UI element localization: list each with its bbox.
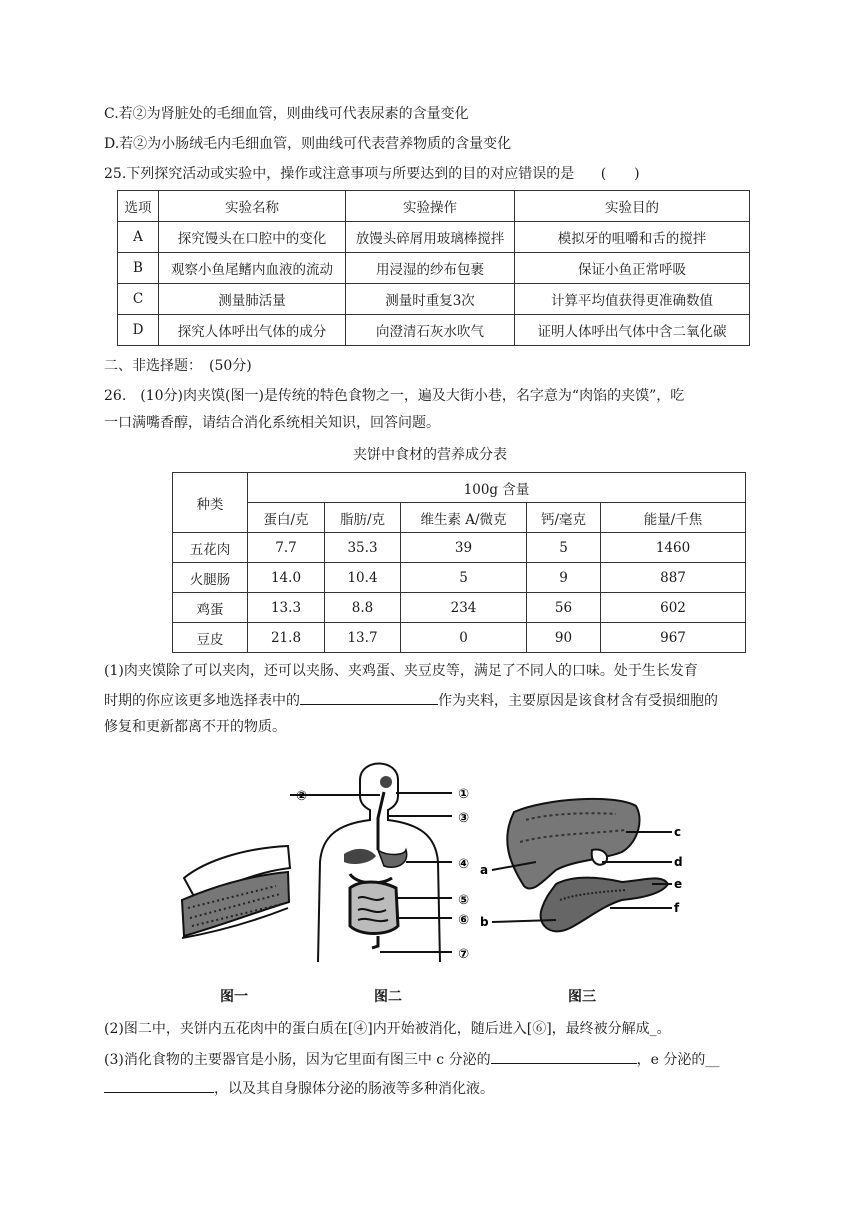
table-cell: C xyxy=(118,284,159,315)
table-cell: 10.4 xyxy=(325,563,401,593)
answer-blank[interactable] xyxy=(491,1048,637,1064)
q26-part1-text-b: 作为夹料，主要原因是该食材含有受损细胞的 xyxy=(438,693,718,709)
table-header: 种类 xyxy=(173,473,248,533)
q24-option-d: D.若②为小肠绒毛内毛细血管，则曲线可代表营养物质的含量变化 xyxy=(104,136,512,152)
table-header: 钙/毫克 xyxy=(527,503,601,533)
table-cell: 0 xyxy=(401,623,527,653)
table-cell: 5 xyxy=(401,563,527,593)
q26-intro-line1: 26. (10分)肉夹馍(图一)是传统的特色食物之一，遍及大街小巷，名字意为“肉馅的夹馍”，吃 xyxy=(104,388,685,404)
table-row xyxy=(118,253,750,284)
section-heading: 二、非选择题： (50分) xyxy=(104,358,252,374)
table-cell: B xyxy=(118,253,159,284)
table-header-row xyxy=(118,191,750,222)
table-cell: 探究人体呼出气体的成分 xyxy=(159,315,346,346)
table-row xyxy=(173,623,746,653)
figure-2-label: ④ xyxy=(458,857,470,872)
q26-part2: (2)图二中，夹饼内五花肉中的蛋白质在[④]内开始被消化，随后进入[⑥]，最终被分解成_。 xyxy=(104,1021,671,1037)
table-cell: 7.7 xyxy=(248,533,325,563)
table-header: 维生素 A/微克 xyxy=(401,503,527,533)
stomach-shape xyxy=(378,850,407,867)
answer-blank[interactable] xyxy=(300,689,438,705)
q25-table xyxy=(117,190,750,346)
table-row xyxy=(118,222,750,253)
table-cell: D xyxy=(118,315,159,346)
mouth-marker xyxy=(380,776,392,788)
table-header: 能量/千焦 xyxy=(601,503,746,533)
table-row xyxy=(173,533,746,563)
figure-3-caption: 图三 xyxy=(568,989,596,1005)
table-cell: 13.7 xyxy=(325,623,401,653)
table-row xyxy=(118,315,750,346)
q26-part3-text-c: ，以及其自身腺体分泌的肠液等多种消化液。 xyxy=(214,1081,494,1097)
table-row xyxy=(173,593,746,623)
table-cell: 证明人体呼出气体中含二氧化碳 xyxy=(515,315,750,346)
figure-3-label: c xyxy=(674,825,682,839)
table-cell: 鸡蛋 xyxy=(173,593,248,623)
table-cell: 火腿肠 xyxy=(173,563,248,593)
figure-1-caption: 图一 xyxy=(220,989,248,1005)
figure-2-digestive-system xyxy=(296,752,489,964)
q26-part3-line1 xyxy=(104,1048,719,1070)
q26-part3-line2 xyxy=(104,1077,494,1099)
table-cell: 14.0 xyxy=(248,563,325,593)
table-cell: 向澄清石灰水吹气 xyxy=(346,315,515,346)
table-cell: 保证小鱼正常呼吸 xyxy=(515,253,750,284)
table-cell: 五花肉 xyxy=(173,533,248,563)
figure-3-label: a xyxy=(480,863,489,877)
table-cell: 887 xyxy=(601,563,746,593)
figure-2-caption: 图二 xyxy=(374,989,402,1005)
table-cell: 1460 xyxy=(601,533,746,563)
figure-2-label: ① xyxy=(458,787,470,802)
figure-1-roujiamo xyxy=(176,838,294,950)
table-cell: 967 xyxy=(601,623,746,653)
q25-stem-text: 25.下列探究活动或实验中，操作或注意事项与所要达到的目的对应错误的是 xyxy=(104,166,575,182)
table-header-row xyxy=(173,473,746,503)
table-cell: 用浸湿的纱布包裹 xyxy=(346,253,515,284)
table-cell: 602 xyxy=(601,593,746,623)
table-header: 选项 xyxy=(118,191,159,222)
table-cell: 测量肺活量 xyxy=(159,284,346,315)
figure-2-label: ⑥ xyxy=(458,913,470,928)
table-cell: A xyxy=(118,222,159,253)
q24-option-c: C.若②为肾脏处的毛细血管，则曲线可代表尿素的含量变化 xyxy=(104,106,469,122)
table-cell: 21.8 xyxy=(248,623,325,653)
table-header: 实验目的 xyxy=(515,191,750,222)
liver-shape xyxy=(344,849,376,864)
table-header: 实验操作 xyxy=(346,191,515,222)
liver-shape xyxy=(507,799,639,889)
table-row xyxy=(118,284,750,315)
table-cell: 9 xyxy=(527,563,601,593)
q26-intro-line2: 一口满嘴香醇，请结合消化系统相关知识，回答问题。 xyxy=(104,415,440,431)
q26-part1-line1: (1)肉夹馍除了可以夹肉，还可以夹肠、夹鸡蛋、夹豆皮等，满足了不同人的口味。处于生长发育 xyxy=(104,663,698,679)
figure-3-liver-pancreas xyxy=(476,790,686,952)
table-header: 蛋白/克 xyxy=(248,503,325,533)
table-cell: 35.3 xyxy=(325,533,401,563)
figure-3-label: e xyxy=(674,877,683,891)
intestine-shape xyxy=(350,882,398,934)
table-cell: 探究馒头在口腔中的变化 xyxy=(159,222,346,253)
figure-2-label: ⑦ xyxy=(458,947,470,962)
figure-3-label: f xyxy=(674,901,680,915)
figure-3-label: d xyxy=(674,855,683,869)
q26-part1-text-a: 时期的你应该更多地选择表中的 xyxy=(104,693,300,709)
table-title: 夹饼中食材的营养成分表 xyxy=(353,447,507,463)
pancreas-shape xyxy=(541,878,668,932)
table-cell: 计算平均值获得更准确数值 xyxy=(515,284,750,315)
table-cell: 模拟牙的咀嚼和舌的搅拌 xyxy=(515,222,750,253)
figure-3-label: b xyxy=(480,915,489,929)
q25-answer-bracket: ( ) xyxy=(600,166,640,182)
table-header-row xyxy=(173,503,746,533)
table-cell: 放馒头碎屑用玻璃棒搅拌 xyxy=(346,222,515,253)
figure-2-label: ② xyxy=(296,789,308,804)
table-header: 100g 含量 xyxy=(248,473,746,503)
q26-part3-text-b: ，e 分泌的__ xyxy=(636,1052,720,1068)
figure-2-label: ③ xyxy=(458,811,470,826)
answer-blank[interactable] xyxy=(104,1077,214,1093)
table-cell: 5 xyxy=(527,533,601,563)
table-header: 实验名称 xyxy=(159,191,346,222)
figure-2-label: ⑤ xyxy=(458,893,470,908)
table-cell: 豆皮 xyxy=(173,623,248,653)
table-cell: 234 xyxy=(401,593,527,623)
q26-part1-line3: 修复和更新都离不开的物质。 xyxy=(104,719,286,735)
table-cell: 56 xyxy=(527,593,601,623)
q26-part1-line2 xyxy=(104,689,718,711)
table-cell: 39 xyxy=(401,533,527,563)
table-cell: 8.8 xyxy=(325,593,401,623)
nutrition-table xyxy=(172,472,746,653)
q26-part3-text-a: (3)消化食物的主要器官是小肠，因为它里面有图三中 c 分泌的 xyxy=(104,1052,491,1068)
table-cell: 90 xyxy=(527,623,601,653)
table-cell: 测量时重复3次 xyxy=(346,284,515,315)
table-cell: 13.3 xyxy=(248,593,325,623)
table-cell: 观察小鱼尾鳍内血液的流动 xyxy=(159,253,346,284)
q25-stem xyxy=(104,164,640,184)
table-header: 脂肪/克 xyxy=(325,503,401,533)
table-row xyxy=(173,563,746,593)
